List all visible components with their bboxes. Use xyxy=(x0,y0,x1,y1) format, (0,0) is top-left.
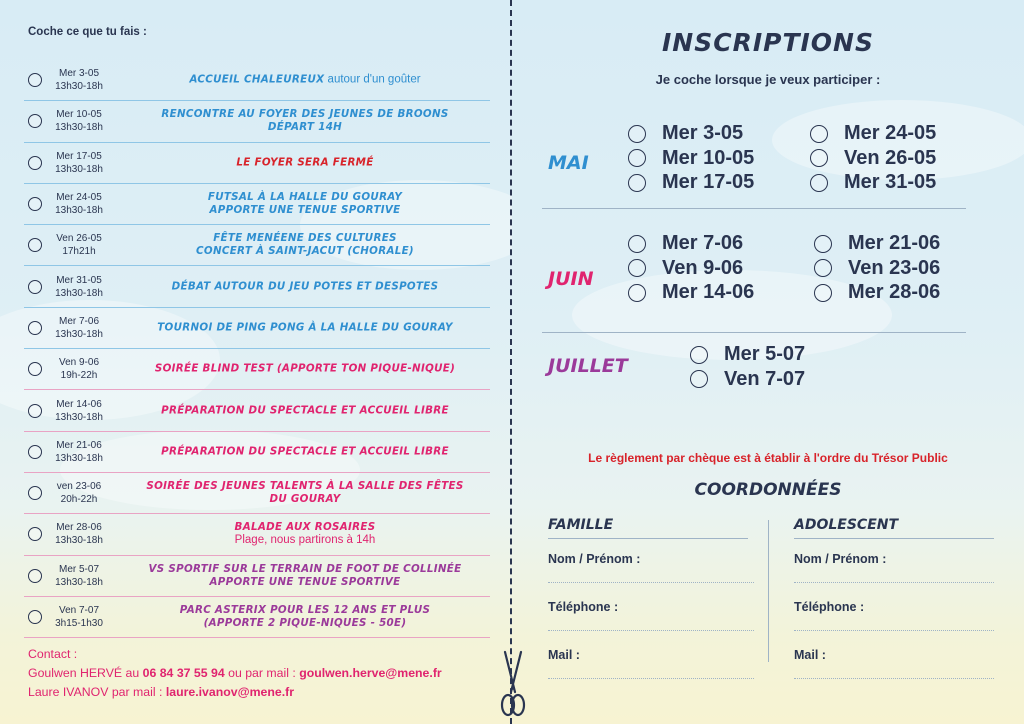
schedule-row xyxy=(24,101,490,142)
date-option-label: Mer 5-07 xyxy=(724,343,806,365)
activity-subtext: Plage, nous partirons à 14h xyxy=(234,534,376,547)
schedule-day: ven 23-06 xyxy=(56,481,102,493)
activity-text: PRÉPARATION DU SPECTACLE ET ACCUEIL LIBRE xyxy=(161,445,449,458)
schedule-activity xyxy=(124,480,486,506)
schedule-day: Mer 24-05 xyxy=(56,192,102,204)
schedule-checkbox[interactable] xyxy=(28,486,42,500)
activity-line xyxy=(124,74,486,87)
activity-text: FÊTE MENÉENE DES CULTURES xyxy=(213,232,397,245)
schedule-row xyxy=(24,225,490,266)
month-label: JUIN xyxy=(548,268,594,290)
schedule-activity xyxy=(124,191,486,217)
schedule-day: Mer 17-05 xyxy=(56,150,102,162)
activity-line xyxy=(124,363,486,376)
schedule-row xyxy=(24,597,490,638)
contact-text: par mail : xyxy=(108,685,166,699)
contact-name: Laure IVANOV xyxy=(28,685,109,699)
inscriptions-subtitle: Je coche lorsque je veux participer : xyxy=(655,72,881,87)
activity-line xyxy=(124,445,486,458)
schedule-checkbox[interactable] xyxy=(28,280,42,294)
schedule-time: 13h30-18h xyxy=(55,411,103,423)
schedule-date xyxy=(48,521,110,547)
activity-line xyxy=(124,576,486,589)
activity-text: (APPORTE 2 PIQUE-NIQUES - 50E) xyxy=(203,617,407,629)
activity-text: BALADE AUX ROSAIRES xyxy=(234,521,376,534)
date-radio[interactable] xyxy=(814,235,832,253)
date-option[interactable] xyxy=(810,171,936,194)
schedule-checkbox[interactable] xyxy=(28,156,42,170)
schedule-activity xyxy=(124,404,486,417)
month-label: JUILLET xyxy=(548,355,628,377)
schedule-time: 13h30-18h xyxy=(55,452,103,464)
schedule-row xyxy=(24,308,490,349)
schedule-row xyxy=(24,514,490,555)
schedule-date xyxy=(48,232,110,258)
activity-line xyxy=(124,232,486,245)
schedule-activity xyxy=(124,521,486,547)
activity-text: PARC ASTERIX POUR LES 12 ANS ET PLUS xyxy=(179,604,431,616)
date-option[interactable] xyxy=(814,281,940,304)
date-option[interactable] xyxy=(690,343,805,366)
date-option[interactable] xyxy=(628,147,754,170)
schedule-time: 17h21h xyxy=(62,246,96,258)
date-option[interactable] xyxy=(690,368,805,391)
activity-extra: autour d'un goûter xyxy=(324,73,421,86)
schedule-day: Mer 21-06 xyxy=(56,439,102,451)
date-radio[interactable] xyxy=(628,235,646,253)
date-option[interactable] xyxy=(810,147,936,170)
date-radio[interactable] xyxy=(628,149,646,167)
schedule-activity xyxy=(124,321,486,334)
date-radio[interactable] xyxy=(814,284,832,302)
schedule-activity xyxy=(124,604,486,630)
schedule-date xyxy=(48,191,110,217)
activity-line xyxy=(124,493,486,506)
schedule-checkbox[interactable] xyxy=(28,321,42,335)
ado-heading: ADOLESCENT xyxy=(794,517,899,533)
date-option-label: Mer 7-06 xyxy=(662,232,744,254)
activity-text: DÉPART 14H xyxy=(267,121,343,134)
activity-text: PRÉPARATION DU SPECTACLE ET ACCUEIL LIBRE xyxy=(161,404,449,417)
right-page xyxy=(512,0,1024,724)
month-separator xyxy=(542,208,966,209)
date-option-label: Mer 28-06 xyxy=(848,281,941,303)
famille-phone-label: Téléphone : xyxy=(548,600,619,614)
activity-line xyxy=(124,191,486,204)
date-option-label: Ven 7-07 xyxy=(724,367,806,390)
activity-text: DÉBAT AUTOUR DU JEU POTES ET DESPOTES xyxy=(171,280,439,293)
schedule-row xyxy=(24,349,490,390)
schedule-activity xyxy=(124,363,486,376)
famille-name-label: Nom / Prénom : xyxy=(548,552,641,566)
date-option-label: Ven 26-05 xyxy=(844,146,937,169)
schedule-activity xyxy=(124,156,486,169)
schedule-day: Mer 10-05 xyxy=(56,109,102,121)
activity-text: LE FOYER SERA FERMÉ xyxy=(236,156,374,169)
date-radio[interactable] xyxy=(814,259,832,277)
schedule-checkbox[interactable] xyxy=(28,404,42,418)
schedule-row xyxy=(24,143,490,184)
column-divider xyxy=(768,520,769,662)
month-label: MAI xyxy=(548,152,589,174)
schedule-checkbox[interactable] xyxy=(28,445,42,459)
schedule-date xyxy=(48,563,110,589)
activity-text: FUTSAL À LA HALLE DU GOURAY xyxy=(207,191,403,204)
famille-phone-field[interactable] xyxy=(548,630,754,631)
schedule-day: Mer 3-05 xyxy=(58,68,99,80)
date-option[interactable] xyxy=(628,257,743,280)
date-option[interactable] xyxy=(814,232,940,255)
ado-name-field[interactable] xyxy=(794,582,994,583)
schedule-activity xyxy=(124,445,486,458)
schedule-date xyxy=(48,108,110,134)
schedule-day: Mer 31-05 xyxy=(56,274,102,286)
schedule-day: Mer 28-06 xyxy=(56,522,102,534)
schedule-activity xyxy=(124,108,486,134)
contact-email-link[interactable]: laure.ivanov@mene.fr xyxy=(165,685,295,699)
schedule-date xyxy=(48,356,110,382)
contact-text: au xyxy=(122,666,143,680)
schedule-row xyxy=(24,390,490,431)
activity-line xyxy=(124,521,486,534)
ado-mail-label: Mail : xyxy=(794,648,826,662)
schedule-day: Mer 14-06 xyxy=(56,398,102,410)
schedule-date xyxy=(48,67,110,93)
schedule-activity xyxy=(124,232,486,258)
activity-line xyxy=(124,121,486,134)
contact-line-2 xyxy=(28,683,442,702)
activity-line xyxy=(124,108,486,121)
date-radio[interactable] xyxy=(628,174,646,192)
schedule-time: 13h30-18h xyxy=(55,576,103,588)
activity-text: CONCERT À SAINT-JACUT (CHORALE) xyxy=(196,245,414,258)
ado-heading-rule xyxy=(794,538,994,539)
activity-line xyxy=(124,245,486,258)
schedule-activity xyxy=(124,280,486,293)
schedule-list xyxy=(24,60,490,638)
activity-line xyxy=(124,563,486,576)
schedule-row xyxy=(24,473,490,514)
date-radio[interactable] xyxy=(810,125,828,143)
contact-label: Contact : xyxy=(28,647,78,661)
activity-text: SOIRÉE BLIND TEST (APPORTE TON PIQUE-NIQUE) xyxy=(154,362,456,375)
schedule-row xyxy=(24,556,490,597)
activity-text: VS SPORTIF SUR LE TERRAIN DE FOOT DE COLLINÉE xyxy=(148,562,462,575)
activity-line xyxy=(124,204,486,217)
schedule-checkbox[interactable] xyxy=(28,569,42,583)
schedule-time: 13h30-18h xyxy=(55,163,103,175)
schedule-title: Coche ce que tu fais : xyxy=(28,26,147,38)
date-option-label: Ven 9-06 xyxy=(662,256,744,279)
schedule-date xyxy=(48,480,110,506)
inscriptions-title: INSCRIPTIONS xyxy=(662,28,874,57)
schedule-checkbox[interactable] xyxy=(28,610,42,624)
schedule-date xyxy=(48,604,110,630)
date-radio[interactable] xyxy=(628,125,646,143)
activity-line xyxy=(124,604,486,617)
date-radio[interactable] xyxy=(810,174,828,192)
coordinates-title: COORDONNÉES xyxy=(694,480,842,500)
activity-line xyxy=(124,617,486,630)
famille-mail-field[interactable] xyxy=(548,678,754,679)
schedule-checkbox[interactable] xyxy=(28,238,42,252)
contact-block xyxy=(28,645,442,702)
schedule-checkbox[interactable] xyxy=(28,527,42,541)
activity-text: SOIRÉE DES JEUNES TALENTS À LA SALLE DES FÊTES xyxy=(146,480,464,493)
contact-line-1 xyxy=(28,664,442,683)
date-option[interactable] xyxy=(628,232,743,255)
schedule-time: 20h-22h xyxy=(60,494,98,506)
activity-line xyxy=(124,280,486,293)
schedule-row xyxy=(24,266,490,307)
activity-text: APPORTE UNE TENUE SPORTIVE xyxy=(209,575,401,588)
schedule-date xyxy=(48,439,110,465)
schedule-checkbox[interactable] xyxy=(28,197,42,211)
schedule-date xyxy=(48,150,110,176)
date-option-label: Mer 3-05 xyxy=(662,122,744,144)
schedule-time: 13h30-18h xyxy=(55,535,103,547)
date-option[interactable] xyxy=(628,122,743,145)
date-radio[interactable] xyxy=(690,370,708,388)
activity-text: ACCUEIL CHALEUREUX xyxy=(189,73,325,86)
contact-text: ou par mail : xyxy=(224,666,300,680)
schedule-row xyxy=(24,60,490,101)
schedule-time: 13h30-18h xyxy=(55,81,103,93)
date-option-label: Mer 21-06 xyxy=(848,232,941,254)
schedule-time: 19h-22h xyxy=(60,370,98,382)
date-option-label: Mer 17-05 xyxy=(662,171,755,193)
activity-text: TOURNOI DE PING PONG À LA HALLE DU GOURAY xyxy=(157,321,453,334)
schedule-row xyxy=(24,432,490,473)
date-radio[interactable] xyxy=(628,259,646,277)
schedule-day: Ven 9-06 xyxy=(58,357,100,369)
date-radio[interactable] xyxy=(810,149,828,167)
payment-note: Le règlement par chèque est à établir à l'ordre du Trésor Public xyxy=(588,451,948,465)
famille-heading: FAMILLE xyxy=(548,517,614,533)
date-option[interactable] xyxy=(814,257,940,280)
activity-text: RENCONTRE AU FOYER DES JEUNES DE BROONS xyxy=(161,108,449,121)
schedule-time: 13h30-18h xyxy=(55,287,103,299)
date-option-label: Mer 24-05 xyxy=(844,122,937,144)
schedule-date xyxy=(48,274,110,300)
date-option-label: Mer 14-06 xyxy=(662,281,755,303)
schedule-day: Ven 26-05 xyxy=(56,233,102,245)
ado-mail-field[interactable] xyxy=(794,678,994,679)
ado-phone-label: Téléphone : xyxy=(794,600,865,614)
ado-phone-field[interactable] xyxy=(794,630,994,631)
schedule-checkbox[interactable] xyxy=(28,114,42,128)
date-option[interactable] xyxy=(628,281,754,304)
activity-line xyxy=(124,480,486,493)
schedule-time: 3h15-1h30 xyxy=(55,618,103,629)
date-option-label: Mer 10-05 xyxy=(662,146,755,169)
date-option-label: Mer 31-05 xyxy=(844,171,937,193)
schedule-day: Ven 7-07 xyxy=(58,605,100,616)
famille-name-field[interactable] xyxy=(548,582,754,583)
date-radio[interactable] xyxy=(628,284,646,302)
schedule-date xyxy=(48,315,110,341)
activity-text: DU GOURAY xyxy=(269,493,341,506)
famille-mail-label: Mail : xyxy=(548,648,580,662)
schedule-day: Mer 7-06 xyxy=(58,315,99,327)
schedule-activity xyxy=(124,74,486,87)
activity-line xyxy=(124,156,486,169)
activity-text: APPORTE UNE TENUE SPORTIVE xyxy=(209,204,401,217)
date-option[interactable] xyxy=(628,171,754,194)
activity-line xyxy=(124,404,486,417)
schedule-activity xyxy=(124,563,486,589)
month-separator xyxy=(542,332,966,333)
schedule-time: 13h30-18h xyxy=(55,205,103,217)
schedule-checkbox[interactable] xyxy=(28,362,42,376)
schedule-day: Mer 5-07 xyxy=(58,563,99,575)
schedule-row xyxy=(24,184,490,225)
famille-heading-rule xyxy=(548,538,748,539)
date-radio[interactable] xyxy=(690,346,708,364)
date-option[interactable] xyxy=(810,122,936,145)
schedule-time: 13h30-18h xyxy=(55,328,103,340)
contact-email-link[interactable]: goulwen.herve@mene.fr xyxy=(299,666,442,680)
date-option-label: Ven 23-06 xyxy=(848,256,941,279)
activity-line xyxy=(124,321,486,334)
schedule-date xyxy=(48,398,110,424)
contact-name: Goulwen HERVÉ xyxy=(28,666,123,680)
contact-phone[interactable]: 06 84 37 55 94 xyxy=(142,666,225,680)
schedule-time: 13h30-18h xyxy=(55,122,103,134)
schedule-checkbox[interactable] xyxy=(28,73,42,87)
ado-name-label: Nom / Prénom : xyxy=(794,552,887,566)
